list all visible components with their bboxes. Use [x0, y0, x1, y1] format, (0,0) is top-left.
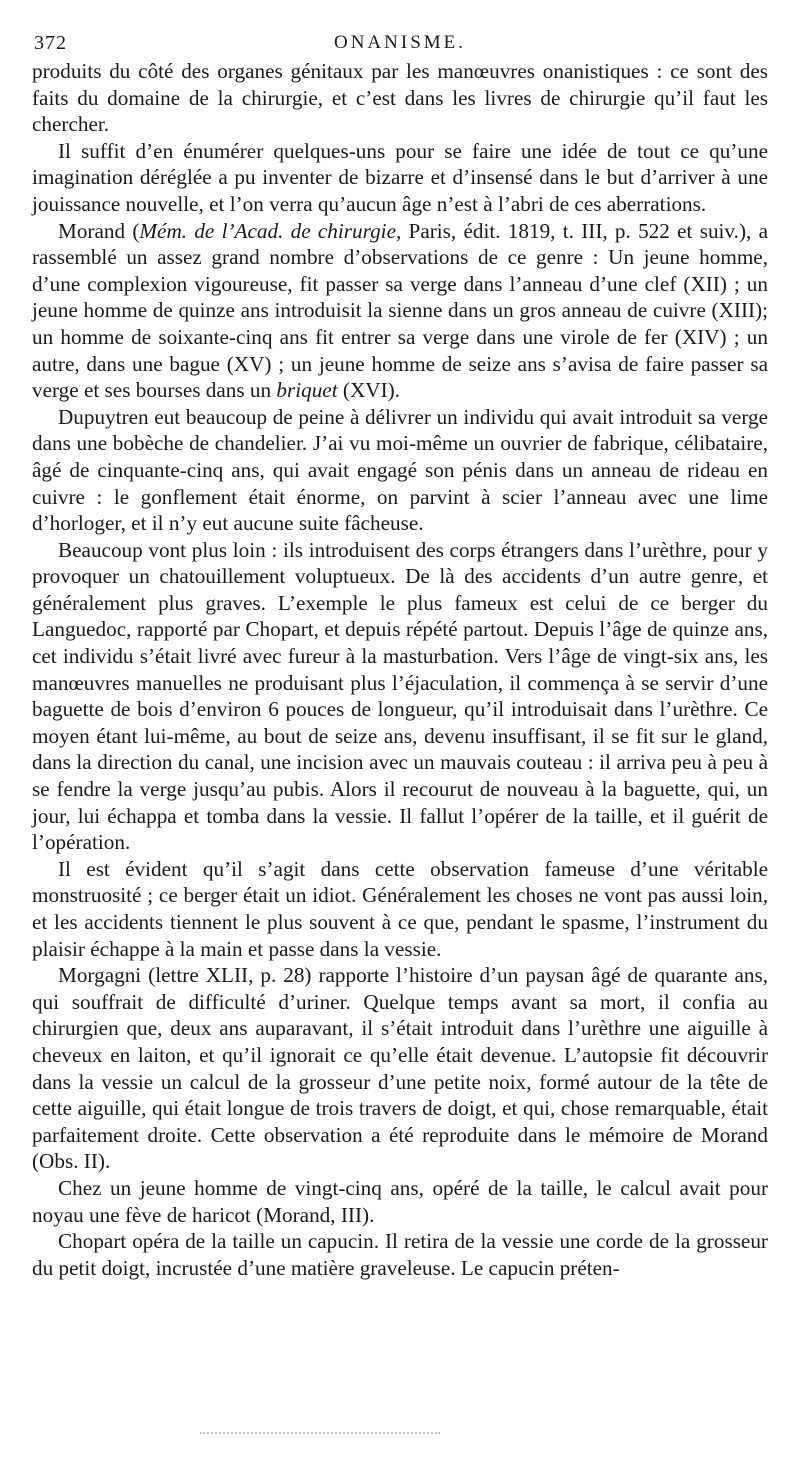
- text-run: (XVI).: [337, 378, 400, 403]
- text-run: Morand (: [58, 218, 140, 243]
- print-artifact-dots: [200, 1432, 440, 1442]
- paragraph: [32, 404, 768, 537]
- book-page: [32, 28, 768, 1281]
- text-run: Morgagni (lettre XLII, p. 28) rapporte l’histoire d’un paysan âgé de quarante ans, qui souffrait de difficulté d’uriner. Quelque temps avant sa mort, il confia au chirurgien que, deux ans auparavant, il s’était introduit dans l’urèthre une aiguille à cheveux en laiton, et qu’il ignorait ce qu’elle était devenue. L’autopsie fit découvrir dans la vessie un calcul de la grosseur d’une petite noix, formé autour de la tête de cette aiguille, qui était longue de trois travers de doigt, et qui, chose remarquable, était parfaitement droite. Cette observation a été reproduite dans le mémoire de Morand (Obs. II).: [32, 963, 768, 1174]
- text-run: Dupuytren eut beaucoup de peine à délivrer un individu qui avait introduit sa verge dans une bobèche de chandelier. J’ai vu moi-même un ouvrier de fabrique, célibataire, âgé de cinquante-cinq ans, qui avait engagé son pénis dans un anneau de rideau en cuivre : le gonflement était énorme, on parvint à scier l’anneau avec une lime d’horloger, et il n’y eut aucune suite fâcheuse.: [32, 404, 768, 536]
- text-run: Paris, édit. 1819, t. III, p. 522 et suiv.), a rassemblé un assez grand nombre d’observations de ce genre : Un jeune homme, d’une complexion vigoureuse, fit passer sa verge dans l’anneau d’une clef (XII) ; un jeune homme de quinze ans introduisit la sienne dans un gros anneau de cuivre (XIII); un homme de soixante-cinq ans fit entrer sa verge dans une virole de fer (XIV) ; un autre, dans une bague (XV) ; un jeune homme de seize ans s’avisa de faire passer sa verge et ses bourses dans un: [32, 218, 768, 403]
- paragraph: [32, 537, 768, 856]
- text-run: produits du côté des organes génitaux par les manœuvres onanistiques : ce sont des faits du domaine de la chirurgie, et c’est dans les livres de chirurgie qu’il faut les chercher.: [32, 59, 768, 137]
- page-header: [32, 28, 768, 58]
- body-text: [32, 58, 768, 1281]
- page-number: 372: [34, 32, 67, 54]
- text-run: Chopart opéra de la taille un capucin. Il retira de la vessie une corde de la grosseur du petit doigt, incrustée d’une matière graveleuse. Le capucin préten-: [32, 1229, 768, 1280]
- italic-text: Mém. de l’Acad. de chirurgie,: [139, 218, 402, 243]
- text-run: Il est évident qu’il s’agit dans cette observation fameuse d’une véritable monstruosité ; ce berger était un idiot. Généralement les choses ne vont pas aussi loin, et les accidents tiennent le plus souvent à ce que, pendant le spasme, l’instrument du plaisir échappe à la main et passe dans la vessie.: [32, 856, 768, 961]
- paragraph: [32, 856, 768, 962]
- paragraph: [32, 58, 768, 138]
- paragraph: [32, 218, 768, 404]
- paragraph: [32, 1175, 768, 1228]
- text-run: Il suffit d’en énumérer quelques-uns pour se faire une idée de tout ce qu’une imagination déréglée a pu inventer de bizarre et d’insensé dans le but d’arriver à une jouissance nouvelle, et l’on verra qu’aucun âge n’est à l’abri de ces aberrations.: [32, 138, 768, 216]
- text-run: Beaucoup vont plus loin : ils introduisent des corps étrangers dans l’urèthre, pour y provoquer un chatouillement voluptueux. De là des accidents d’un autre genre, et généralement plus graves. L’exemple le plus fameux est celui de ce berger du Languedoc, rapporté par Chopart, et depuis répété partout. Depuis l’âge de quinze ans, cet individu s’était livré avec fureur à la masturbation. Vers l’âge de vingt-six ans, les manœuvres manuelles ne produisant plus l’éjaculation, il commença à se servir d’une baguette de bois d’environ 6 pouces de longueur, qu’il introduisait dans l’urèthre. Ce moyen étant lui-même, au bout de seize ans, devenu insuffisant, il se fit sur le gland, dans la direction du canal, une incision avec un mauvais couteau : il arriva peu à peu à se fendre la verge jusqu’au pubis. Alors il recourut de nouveau à la baguette, qui, un jour, lui échappa et tomba dans la vessie. Il fallut l’opérer de la taille, et il guérit de l’opération.: [32, 537, 768, 855]
- paragraph: [32, 962, 768, 1175]
- paragraph: [32, 1228, 768, 1281]
- paragraph: [32, 138, 768, 218]
- running-title: ONANISME.: [333, 32, 467, 53]
- text-run: Chez un jeune homme de vingt-cinq ans, opéré de la taille, le calcul avait pour noyau une fève de haricot (Morand, III).: [32, 1175, 768, 1227]
- italic-text: briquet: [276, 378, 338, 403]
